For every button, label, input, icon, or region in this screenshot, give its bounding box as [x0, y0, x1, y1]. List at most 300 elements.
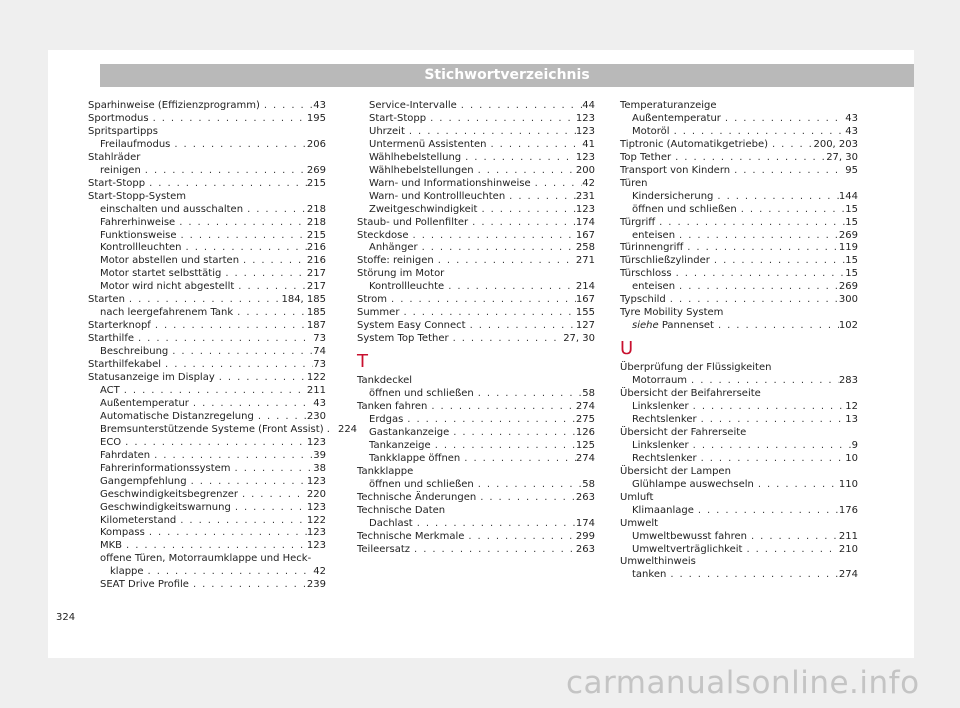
index-term: Starthilfekabel [88, 359, 162, 371]
leader-dots [675, 230, 839, 243]
page-reference: 123 [306, 436, 326, 448]
index-term: Automatische Distanzregelung [100, 410, 254, 422]
page-reference: 73 [313, 333, 326, 345]
leader-dots [238, 489, 307, 502]
page-reference: 274 [838, 569, 858, 581]
page-reference: 218 [306, 216, 326, 228]
leader-dots [254, 411, 307, 424]
index-entry [620, 320, 858, 333]
index-term: Umwelthinweis [620, 556, 696, 568]
leader-dots [689, 440, 852, 453]
index-entry [357, 242, 595, 255]
index-term: klappe [110, 566, 144, 578]
page-reference: 41 [582, 138, 595, 150]
index-term: Freilaufmodus [100, 138, 171, 150]
leader-dots [737, 204, 846, 217]
index-entry [88, 242, 326, 255]
index-entry [620, 268, 858, 281]
page-reference: 269 [838, 229, 858, 241]
page-reference: 110 [838, 478, 858, 490]
page-reference: 123 [306, 501, 326, 513]
page-reference: 217 [306, 281, 326, 293]
index-entry [88, 411, 326, 424]
index-term: System Easy Connect [357, 320, 466, 332]
index-term: Störung im Motor [357, 268, 445, 280]
index-entry [88, 100, 326, 113]
leader-dots [713, 191, 839, 204]
page-reference: 184, 185 [281, 294, 326, 306]
leader-dots [655, 217, 845, 230]
leader-dots [671, 152, 826, 165]
leader-dots [487, 139, 583, 152]
page-reference: 44 [582, 100, 595, 111]
leader-dots [476, 492, 576, 505]
leader-dots [145, 527, 307, 540]
index-term: öffnen und schließen [369, 478, 474, 490]
leader-dots [460, 453, 576, 466]
index-term: Motor startet selbsttätig [100, 268, 222, 280]
leader-dots [474, 388, 583, 401]
index-entry [357, 440, 595, 453]
index-term: Außentemperatur [100, 397, 189, 409]
leader-dots [233, 307, 307, 320]
index-entry [357, 255, 595, 268]
leader-dots [464, 531, 576, 544]
leader-dots [426, 113, 576, 126]
index-entry [620, 479, 858, 492]
index-entry [88, 268, 326, 281]
index-entry [357, 178, 595, 191]
see-reference: siehe [632, 320, 659, 332]
index-heading [357, 375, 595, 388]
index-heading [88, 126, 326, 139]
page-reference: 216 [306, 242, 326, 254]
leader-dots [187, 476, 307, 489]
index-term: Fahrerinformationssystem [100, 462, 231, 474]
index-term: Warn- und Kontrollleuchten [369, 190, 506, 202]
index-heading [620, 307, 858, 320]
index-entry [88, 527, 326, 540]
index-term: Übersicht der Beifahrerseite [620, 388, 761, 400]
page-reference: 123 [575, 203, 595, 215]
index-entry [357, 333, 595, 346]
index-term: Transport von Kindern [620, 164, 731, 176]
index-term: Kontrollleuchten [100, 242, 182, 254]
index-term: Türschloss [620, 268, 672, 280]
index-heading [620, 492, 858, 505]
index-term: Technische Daten [357, 504, 446, 516]
page-reference: 239 [306, 579, 326, 591]
index-entry [620, 139, 858, 152]
leader-dots [260, 100, 313, 113]
leader-dots [151, 320, 307, 333]
index-term: Rechtslenker [632, 452, 697, 464]
see-target: Pannenset [658, 320, 714, 332]
leader-dots [175, 217, 307, 230]
index-term: Steckdose [357, 229, 409, 241]
page-reference: 42 [582, 177, 595, 189]
index-term: Statusanzeige im Display [88, 372, 215, 384]
page-reference: 211 [838, 530, 858, 542]
leader-dots [721, 113, 845, 126]
index-term: Tankklappe [357, 465, 414, 477]
index-term: öffnen und schließen [369, 388, 474, 400]
leader-dots [474, 165, 576, 178]
index-term: Gangempfehlung [100, 475, 187, 487]
index-entry [88, 217, 326, 230]
index-heading [357, 268, 595, 281]
index-entry [357, 401, 595, 414]
index-term: Summer [357, 307, 400, 319]
leader-dots [457, 100, 582, 113]
index-entry [620, 414, 858, 427]
index-entry [620, 440, 858, 453]
page-reference: 122 [306, 514, 326, 526]
page-title: Stichwortverzeichnis [100, 64, 914, 87]
index-entry [357, 152, 595, 165]
index-term: Tiptronic (Automatikgetriebe) [620, 138, 768, 150]
index-term: Spritspartipps [88, 125, 158, 137]
index-term: Kindersicherung [632, 190, 714, 202]
index-entry [620, 569, 858, 582]
leader-dots [754, 479, 839, 492]
index-entry [620, 375, 858, 388]
leader-dots [714, 320, 839, 333]
index-term: Technische Änderungen [357, 491, 477, 503]
index-term: Kompass [100, 527, 145, 539]
index-page [48, 50, 914, 658]
index-heading [620, 427, 858, 440]
index-entry [620, 531, 858, 544]
page-number: 324 [56, 612, 76, 623]
page-reference: 27, 30 [563, 333, 595, 345]
index-term: Funktionsweise [100, 229, 177, 241]
index-entry [88, 113, 326, 126]
leader-dots [427, 401, 576, 414]
index-entry [88, 423, 358, 437]
index-term: Umluft [620, 491, 654, 503]
page-reference: 126 [575, 426, 595, 438]
page-reference: 224 [337, 423, 358, 435]
page-reference: 215 [306, 229, 326, 241]
page-reference: 217 [306, 268, 326, 280]
index-heading [620, 100, 858, 113]
index-term: Stoffe: reinigen [357, 255, 434, 267]
page-reference: 123 [306, 475, 326, 487]
index-entry [88, 476, 326, 489]
index-entry [620, 204, 858, 217]
index-entry [357, 453, 595, 466]
page-reference: 125 [575, 439, 595, 451]
leader-dots [387, 294, 576, 307]
leader-dots [768, 139, 813, 152]
index-entry [620, 401, 858, 414]
index-term: Kilometerstand [100, 514, 177, 526]
index-column-1 [88, 100, 358, 592]
leader-dots [231, 463, 314, 476]
index-term: Türschließzylinder [620, 255, 710, 267]
index-entry [357, 165, 595, 178]
leader-dots [150, 450, 313, 463]
index-term: Geschwindigkeitswarnung [100, 501, 231, 513]
index-entry [357, 544, 595, 557]
index-entry [620, 191, 858, 204]
leader-dots [687, 375, 839, 388]
index-term: ACT [100, 384, 120, 396]
leader-dots [182, 242, 307, 255]
page-reference: 12 [845, 401, 858, 413]
leader-dots [410, 544, 576, 557]
leader-dots [403, 414, 576, 427]
index-term: Wählhebelstellungen [369, 164, 474, 176]
leader-dots [121, 437, 307, 450]
index-term: Türgriff [620, 216, 656, 228]
index-term: Starthilfe [88, 333, 134, 345]
index-heading [620, 466, 858, 479]
index-entry [620, 544, 858, 557]
index-letter-heading: T [357, 351, 368, 373]
index-term: Untermenü Assistenten [369, 138, 487, 150]
page-reference: 39 [313, 449, 326, 461]
index-heading [357, 466, 595, 479]
index-term: Umwelt [620, 517, 659, 529]
leader-dots [531, 178, 583, 191]
leader-dots [672, 268, 846, 281]
leader-dots [747, 531, 839, 544]
page-reference: 200, 203 [813, 138, 858, 150]
leader-dots [122, 540, 307, 553]
index-entry [357, 281, 595, 294]
index-term: Fahrdaten [100, 449, 151, 461]
index-heading [88, 191, 326, 204]
leader-dots [120, 385, 307, 398]
page-reference: 123 [575, 112, 595, 124]
index-entry [88, 385, 326, 398]
leader-dots [477, 204, 575, 217]
leader-dots [666, 569, 839, 582]
index-entry [88, 346, 326, 359]
index-entry [88, 204, 326, 217]
index-term: Sparhinweise (Effizienzprogramm) [88, 100, 260, 111]
index-term: System Top Tether [357, 333, 449, 345]
page-reference: 274 [575, 452, 595, 464]
leader-dots [449, 427, 576, 440]
index-term: Überprüfung der Flüssigkeiten [620, 362, 772, 374]
index-entry [88, 178, 326, 191]
page-reference: 283 [838, 375, 858, 387]
index-entry [88, 307, 326, 320]
index-term: Kontrollleuchte [369, 281, 445, 293]
index-entry [88, 489, 326, 502]
index-term: Dachlast [369, 517, 413, 529]
index-term: enteisen [632, 281, 676, 293]
index-entry [620, 217, 858, 230]
leader-dots [176, 515, 307, 528]
leader-dots [161, 359, 313, 372]
page-reference: 123 [575, 125, 595, 137]
index-term: Klimaanlage [632, 504, 694, 516]
page-reference: 218 [306, 203, 326, 215]
page-reference: 214 [575, 281, 595, 293]
index-heading [620, 518, 858, 531]
index-term: Start-Stopp-System [88, 190, 187, 202]
page-reference: 43 [845, 112, 858, 124]
index-entry [88, 281, 326, 294]
index-term: Top Tether [620, 151, 672, 163]
page-reference: 15 [845, 268, 858, 280]
leader-dots [399, 307, 575, 320]
index-entry [357, 191, 595, 204]
index-term: Uhrzeit [369, 125, 405, 137]
page-reference: 155 [575, 307, 595, 319]
page-reference: 200 [575, 164, 595, 176]
index-term: Motoröl [632, 125, 670, 137]
leader-dots [694, 505, 839, 518]
index-term: Start-Stopp [369, 112, 427, 124]
page-reference: 231 [575, 190, 595, 202]
leader-dots [444, 281, 576, 294]
index-term: Erdgas [369, 413, 404, 425]
page-reference: 27, 30 [826, 151, 858, 163]
index-term: Technische Merkmale [357, 530, 465, 542]
index-entry [88, 450, 326, 463]
index-column-3 [620, 100, 858, 582]
index-entry [620, 294, 858, 307]
index-entry [357, 230, 595, 243]
page-reference: 269 [838, 281, 858, 293]
page-reference: 102 [838, 320, 858, 332]
index-term: Türen [620, 177, 648, 189]
leader-dots [418, 242, 576, 255]
leader-dots [683, 242, 839, 255]
leader-dots [466, 320, 576, 333]
index-term: nach leergefahrenem Tank [100, 307, 234, 319]
page-reference: 15 [845, 216, 858, 228]
leader-dots [405, 126, 576, 139]
page-reference: 299 [575, 530, 595, 542]
page-reference: 174 [575, 517, 595, 529]
page-reference: 220 [306, 488, 326, 500]
index-entry [357, 113, 595, 126]
leader-dots [409, 230, 576, 243]
index-term: Tankklappe öffnen [369, 452, 461, 464]
index-entry [620, 165, 858, 178]
leader-dots [434, 255, 576, 268]
page-reference: 206 [306, 138, 326, 150]
index-entry [357, 427, 595, 440]
leader-dots [474, 479, 583, 492]
index-entry [88, 566, 326, 579]
page-reference: 123 [306, 540, 326, 552]
index-term: Tankanzeige [369, 439, 431, 451]
page-reference: 211 [306, 384, 326, 396]
leader-dots [697, 453, 846, 466]
index-term: Starterknopf [88, 320, 151, 332]
page-reference: 58 [582, 388, 595, 400]
leader-dots [231, 502, 307, 515]
page-reference: 144 [838, 190, 858, 202]
page-reference: 274 [575, 401, 595, 413]
index-term: Sportmodus [88, 112, 149, 124]
leader-dots [697, 414, 846, 427]
index-term: einschalten und ausschalten [100, 203, 244, 215]
leader-dots [134, 333, 313, 346]
leader-dots [468, 217, 576, 230]
leader-dots [141, 165, 307, 178]
page-reference: 123 [306, 527, 326, 539]
index-column-2 [357, 100, 595, 556]
index-term: MKB [100, 540, 123, 552]
leader-dots [689, 401, 846, 414]
leader-dots [742, 544, 838, 557]
index-term: Service-Intervalle [369, 100, 457, 111]
index-entry [88, 540, 326, 553]
index-term: Türinnengriff [620, 242, 684, 254]
index-term: offene Türen, Motorraumklappe und Heck- [100, 553, 312, 565]
leader-dots [730, 165, 845, 178]
index-term: Bremsunterstützende Systeme (Front Assist) . [100, 423, 330, 435]
index-term: Starten [88, 294, 125, 306]
index-entry [357, 294, 595, 307]
index-entry [88, 579, 326, 592]
index-term: Gastankanzeige [369, 426, 450, 438]
page-reference: 275 [575, 413, 595, 425]
index-heading [620, 178, 858, 191]
index-heading [88, 553, 326, 566]
page-reference: 230 [306, 410, 326, 422]
leader-dots [670, 126, 846, 139]
leader-dots [666, 294, 839, 307]
page-reference: 73 [313, 359, 326, 371]
index-entry [620, 230, 858, 243]
index-term: Umweltbewusst fahren [632, 530, 747, 542]
index-entry [357, 320, 595, 333]
index-term: Tanken fahren [357, 401, 428, 413]
leader-dots [149, 113, 307, 126]
index-entry [357, 518, 595, 531]
index-term: Start-Stopp [88, 177, 146, 189]
leader-dots [189, 398, 313, 411]
index-term: Stahlräder [88, 151, 141, 163]
index-entry [88, 139, 326, 152]
leader-dots [243, 204, 307, 217]
index-term: Tyre Mobility System [620, 307, 724, 319]
index-entry [620, 242, 858, 255]
index-heading [88, 152, 326, 165]
index-term: Umweltverträglichkeit [632, 543, 743, 555]
leader-dots [215, 372, 307, 385]
page-reference: 119 [838, 242, 858, 254]
leader-dots [675, 281, 839, 294]
page-reference: 300 [838, 294, 858, 306]
index-term: öffnen und schließen [632, 203, 737, 215]
page-reference: 13 [845, 413, 858, 425]
page-reference: 185 [306, 307, 326, 319]
leader-dots [144, 566, 314, 579]
page-reference: 187 [306, 320, 326, 332]
page-reference: 167 [575, 229, 595, 241]
index-entry [88, 515, 326, 528]
index-entry [357, 388, 595, 401]
page-reference: 216 [306, 255, 326, 267]
leader-dots [234, 281, 307, 294]
leader-dots [413, 518, 576, 531]
index-term: Motor abstellen und starten [100, 255, 240, 267]
index-term [632, 320, 714, 333]
index-term: Fahrerhinweise [100, 216, 176, 228]
index-entry [88, 165, 326, 178]
index-term: SEAT Drive Profile [100, 579, 189, 591]
